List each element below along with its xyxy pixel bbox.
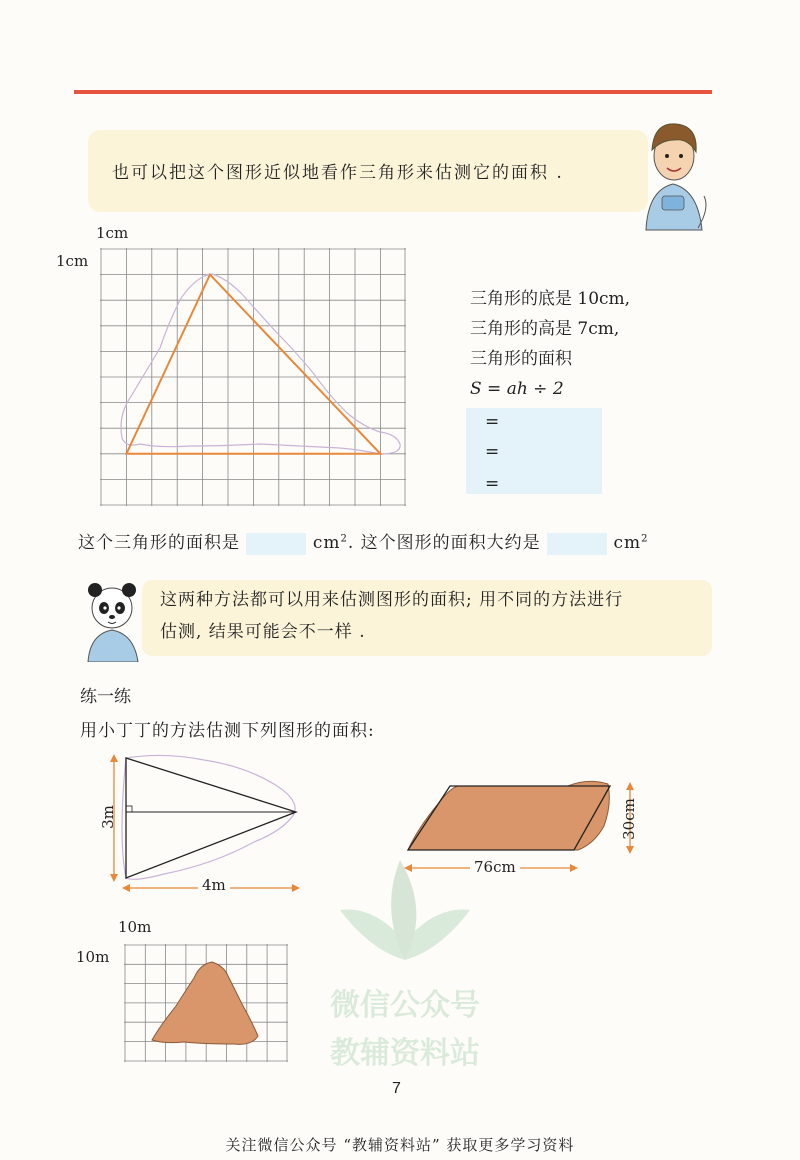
intro-speech-bubble: [88, 130, 648, 212]
grid-lines: [100, 248, 406, 506]
fig3-top-unit: 10m: [118, 918, 152, 936]
calculation-block: [470, 284, 630, 404]
irregular-shape-outline: [121, 274, 400, 454]
sentence-part2: . 这个图形的面积大约是: [347, 533, 541, 553]
panda-character-icon: [80, 578, 144, 662]
grid-side-unit: 1cm: [56, 252, 89, 270]
sentence-part1: 这个三角形的面积是: [78, 533, 240, 553]
calc-height-line: 三角形的高是 7cm,: [470, 319, 620, 339]
triangle-area-blank[interactable]: [246, 533, 306, 555]
fig3-side-unit: 10m: [76, 948, 110, 966]
top-rule: [74, 90, 712, 94]
calc-area-line: 三角形的面积: [470, 349, 572, 369]
fig1-width-label: 4m: [198, 876, 230, 894]
sentence-sup-2: 2: [641, 533, 649, 545]
panda-text-line2: 估测, 结果可能会不一样 .: [160, 622, 366, 642]
practice-title: 练一练: [80, 687, 131, 707]
watermark-line1: 微信公众号: [330, 988, 480, 1023]
main-grid-figure: [100, 248, 406, 506]
grid-top-unit: 1cm: [96, 224, 129, 242]
watermark-line2: 教辅资料站: [330, 1036, 480, 1071]
intro-text: 也可以把这个图形近似地看作三角形来估测它的面积 .: [112, 163, 564, 183]
calc-equals-1: =: [485, 412, 500, 432]
sentence-unit-1: cm: [312, 533, 341, 553]
shape-area-blank[interactable]: [547, 533, 607, 555]
panda-speech-bubble: [142, 580, 712, 656]
calc-equals-3: =: [485, 474, 500, 494]
practice-instruction: 用小丁丁的方法估测下列图形的面积:: [80, 721, 375, 741]
practice-figure-3-grid: [124, 944, 288, 1062]
fig2-height-label: 30cm: [619, 798, 638, 840]
footer-text: 关注微信公众号 “教辅资料站” 获取更多学习资料: [225, 1136, 575, 1154]
panda-text-line1: 这两种方法都可以用来估测图形的面积; 用不同的方法进行: [160, 590, 624, 610]
fig1-height-label: 3m: [98, 805, 117, 829]
calc-equals-2: =: [485, 442, 500, 462]
boy-character-icon: [628, 112, 718, 232]
fig2-width-label: 76cm: [470, 858, 520, 876]
calc-formula: S = ah ÷ 2: [470, 379, 564, 399]
calc-base-line: 三角形的底是 10cm,: [470, 289, 631, 309]
result-sentence: [78, 528, 649, 555]
page-number: 7: [392, 1080, 401, 1097]
sentence-sup-1: 2: [340, 533, 348, 545]
sentence-unit-2: cm: [613, 533, 642, 553]
